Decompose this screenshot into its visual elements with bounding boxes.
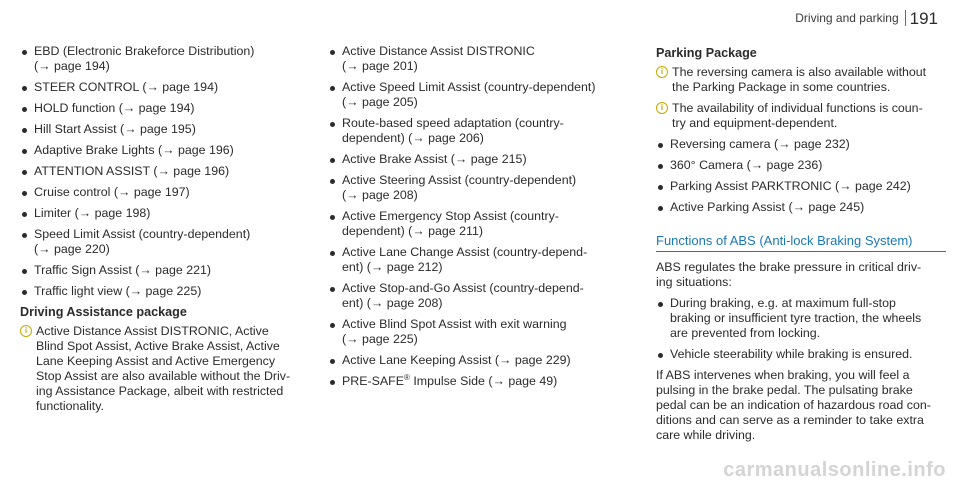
text-line: Active Blind Spot Assist with exit warning: [342, 317, 567, 331]
running-section-title: Driving and parking: [795, 10, 899, 25]
list-item: [656, 137, 946, 152]
list-item: [328, 173, 638, 203]
list-item: [328, 116, 638, 146]
list-item: [656, 179, 946, 194]
abs-section-title: Functions of ABS (Anti-lock Braking System): [656, 233, 946, 252]
list-item: [20, 80, 316, 95]
text-line: Stop Assist are also available without the Driv-: [36, 369, 291, 383]
text-line: (→ page 205): [342, 95, 418, 109]
text-line: are prevented from locking.: [670, 326, 821, 340]
feature-list: [20, 44, 316, 299]
info-note-text: [672, 101, 946, 131]
text-line: During braking, e.g. at maximum full-stop: [670, 296, 896, 310]
text-line: Active Parking Assist (→ page 245): [670, 200, 865, 214]
list-item: [20, 122, 316, 137]
text-line: functionality.: [36, 399, 104, 413]
text-line: Hill Start Assist (→ page 195): [34, 122, 196, 136]
text-line: Active Distance Assist DISTRONIC, Active: [36, 324, 269, 338]
list-item: [328, 245, 638, 275]
info-note: [20, 324, 316, 414]
text-line: Cruise control (→ page 197): [34, 185, 190, 199]
text-line: 360° Camera (→ page 236): [670, 158, 823, 172]
list-item: [20, 164, 316, 179]
list-item: [20, 101, 316, 116]
pre-safe-prefix: PRE-SAFE: [342, 374, 404, 388]
text-line: (→ page 208): [342, 188, 418, 202]
text-line: ing situations:: [656, 275, 732, 289]
list-item: [656, 158, 946, 173]
header-divider: [905, 10, 906, 26]
page-header: [795, 10, 938, 26]
text-line: Active Emergency Stop Assist (country-: [342, 209, 559, 223]
text-line: Adaptive Brake Lights (→ page 196): [34, 143, 234, 157]
feature-list-tail: [328, 374, 638, 389]
info-note: [656, 101, 946, 131]
info-circle-icon: i: [20, 325, 32, 337]
list-item: [20, 284, 316, 299]
text-line: dependent) (→ page 206): [342, 131, 484, 145]
text-line: ing Assistance Package, albeit with restricted: [36, 384, 284, 398]
list-item: [20, 185, 316, 200]
watermark-logo: carmanualsonline.info: [723, 459, 946, 481]
driving-assistance-heading: Driving Assistance package: [20, 305, 187, 319]
list-item: [20, 206, 316, 221]
list-item: [328, 317, 638, 347]
list-item: [328, 281, 638, 311]
list-item: [328, 209, 638, 239]
registered-mark: ®: [403, 372, 410, 382]
list-item: [20, 44, 316, 74]
text-line: ditions and can serve as a reminder to take extra: [656, 413, 924, 427]
text-line: The reversing camera is also available without: [672, 65, 927, 79]
text-line: Vehicle steerability while braking is ensured.: [670, 347, 913, 361]
text-line: Lane Keeping Assist and Active Emergency: [36, 354, 276, 368]
text-line: try and equipment-dependent.: [672, 116, 838, 130]
text-line: Speed Limit Assist (country-dependent): [34, 227, 251, 241]
info-note-text: [672, 65, 946, 95]
pre-safe-suffix: Impulse Side (→ page 49): [409, 374, 558, 388]
text-line: pedal can be an indication of hazardous road con-: [656, 398, 931, 412]
page-number: 191: [909, 8, 938, 28]
text-line: ent) (→ page 212): [342, 260, 443, 274]
feature-list: [328, 44, 638, 368]
text-line: Active Lane Keeping Assist (→ page 229): [342, 353, 571, 367]
parking-package-heading: Parking Package: [656, 46, 757, 60]
text-line: Active Brake Assist (→ page 215): [342, 152, 527, 166]
info-note: [656, 65, 946, 95]
text-line: Active Lane Change Assist (country-depend-: [342, 245, 588, 259]
text-line: braking or insufficient tyre traction, the wheels: [670, 311, 922, 325]
list-item: [20, 263, 316, 278]
text-line: Parking Assist PARKTRONIC (→ page 242): [670, 179, 911, 193]
text-line: Traffic Sign Assist (→ page 221): [34, 263, 211, 277]
text-line: Route-based speed adaptation (country-: [342, 116, 564, 130]
abs-situation-list: [656, 296, 946, 362]
text-line: Active Speed Limit Assist (country-dependent): [342, 80, 596, 94]
list-item: [656, 347, 946, 362]
text-line: dependent) (→ page 211): [342, 224, 483, 238]
text-line: ent) (→ page 208): [342, 296, 443, 310]
info-circle-icon: i: [656, 102, 668, 114]
text-line: pulsing in the brake pedal. The pulsating brake: [656, 383, 913, 397]
text-line: Active Stop-and-Go Assist (country-depend-: [342, 281, 584, 295]
text-line: (→ page 201): [342, 59, 418, 73]
text-line: Reversing camera (→ page 232): [670, 137, 850, 151]
list-item: [328, 374, 638, 389]
text-line: ABS regulates the brake pressure in critical driv-: [656, 260, 922, 274]
text-line: (→ page 220): [34, 242, 110, 256]
text-line: the Parking Package in some countries.: [672, 80, 891, 94]
parking-feature-list: [656, 137, 946, 215]
text-line: care while driving.: [656, 428, 756, 442]
info-circle-icon: i: [656, 66, 668, 78]
list-item: [328, 353, 638, 368]
text-line: EBD (Electronic Brakeforce Distribution): [34, 44, 255, 58]
text-line: ATTENTION ASSIST (→ page 196): [34, 164, 230, 178]
text-line: Limiter (→ page 198): [34, 206, 151, 220]
list-item: [656, 296, 946, 341]
abs-pulsing-paragraph: [656, 368, 946, 443]
text-line: (→ page 194): [34, 59, 110, 73]
text-line: If ABS intervenes when braking, you will feel a: [656, 368, 910, 382]
list-item: [656, 200, 946, 215]
text-line: Active Steering Assist (country-dependent): [342, 173, 577, 187]
list-item: [328, 80, 638, 110]
list-item: [20, 227, 316, 257]
column-left: [20, 44, 316, 420]
text-line: Active Distance Assist DISTRONIC: [342, 44, 535, 58]
text-line: (→ page 225): [342, 332, 418, 346]
list-item: [328, 152, 638, 167]
parking-notes: [656, 65, 946, 131]
text-line: STEER CONTROL (→ page 194): [34, 80, 219, 94]
text-line: HOLD function (→ page 194): [34, 101, 195, 115]
column-right: [656, 44, 946, 449]
text-line: Blind Spot Assist, Active Brake Assist, Active: [36, 339, 280, 353]
info-note-text: [36, 324, 316, 414]
text-line: Traffic light view (→ page 225): [34, 284, 202, 298]
abs-intro-paragraph: [656, 260, 946, 290]
text-line: The availability of individual functions is coun-: [672, 101, 923, 115]
column-middle: [328, 44, 638, 395]
list-item: [20, 143, 316, 158]
list-item: [328, 44, 638, 74]
